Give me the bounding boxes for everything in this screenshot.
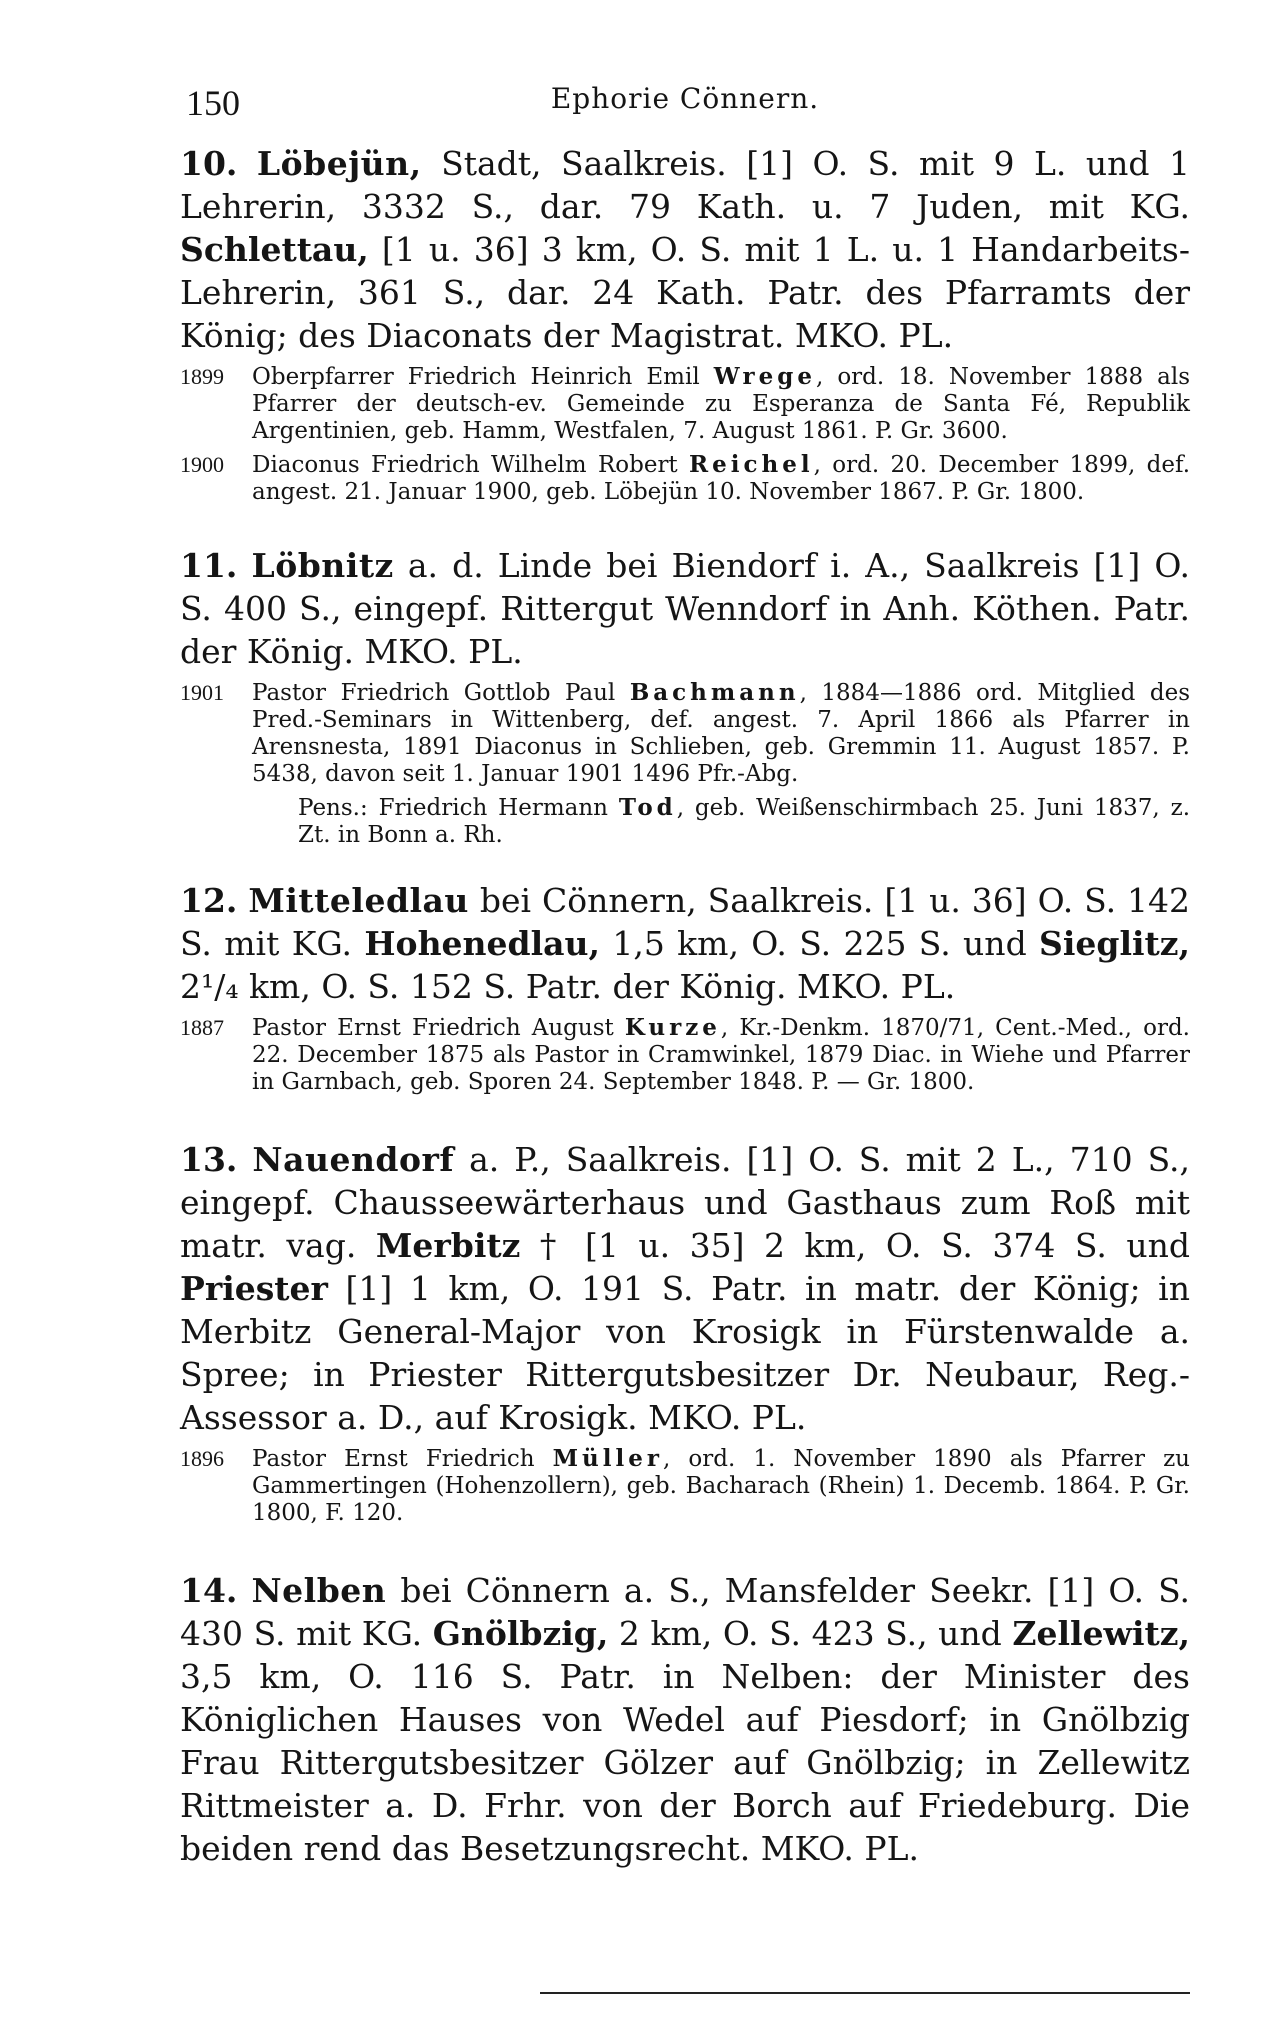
- entry-text: Stadt, Saalkreis. [1] O. S. mit 9 L. und 1 Lehrerin, 3332 S., dar. 79 Kath. u. 7 Juden, mit KG.: [180, 144, 1190, 226]
- clergy-text: , Kr.-Denkm. 1870/71, Cent.-Med., ord. 22. December 1875 als Pastor in Cramwinkel, 1879 Diac. in Wiehe und Pfarrer in Garnbach, geb. Sporen 24. September 1848. P. — Gr. 1800.: [252, 1015, 1190, 1095]
- entry-place: Nelben: [251, 1571, 387, 1610]
- pension-note: [180, 794, 1190, 849]
- entry-text: a. P., Saalkreis. [1] O. S. mit 2 L., 710 S., eingepf. Chausseewärterhaus und Gasthaus zum Roß mit matr. vag.: [180, 1140, 1190, 1265]
- clergy-record: [180, 363, 1190, 445]
- pension-text: Pens.: Friedrich Hermann: [298, 795, 619, 821]
- entry-text: [1] 1 km, O. 191 S. Patr. in matr. der König; in Merbitz General-Major von Krosigk in Fürstenwalde a. Spree; in Priester Rittergutsbesitzer Dr. Neubaur, Reg.-Assessor a. D., auf Krosigk. MKO. PL.: [180, 1269, 1190, 1437]
- clergy-text: , ord. 20. December 1899, def. angest. 21. Januar 1900, geb. Löbejün 10. November 1867. P. Gr. 1800.: [252, 452, 1191, 505]
- entry-description: [180, 142, 1190, 357]
- entry-subplace: Gnölbzig,: [432, 1614, 609, 1653]
- clergy-text: , 1884—1886 ord. Mitglied des Pred.-Seminars in Wittenberg, def. angest. 7. April 1866 als Pfarrer in Arensnesta, 1891 Diaconus in Schlieben, geb. Gremmin 11. August 1857. P. 5438, davon seit 1. Januar 1901 1496 Pfr.-Abg.: [252, 680, 1190, 787]
- spacer: [180, 506, 1190, 536]
- pension-name: Tod: [618, 794, 677, 821]
- parish-entry-14: [180, 1569, 1190, 1870]
- clergy-name: Reichel: [689, 451, 814, 478]
- entry-number: 10.: [180, 144, 238, 183]
- bottom-rule: [540, 1992, 1190, 1994]
- entry-subplace: Zellewitz,: [1012, 1614, 1190, 1653]
- clergy-text: Pastor Ernst Friedrich August: [252, 1015, 625, 1041]
- entry-text: 3,5 km, O. 116 S. Patr. in Nelben: der Minister des Königlichen Hauses von Wedel auf Piesdorf; in Gnölbzig Frau Rittergutsbesitzer Gölzer auf Gnölbzig; in Zellewitz Rittmeister a. D. Frhr. von der Borch auf Friedeburg. Die beiden rend das Besetzungsrecht. MKO. PL.: [180, 1657, 1190, 1868]
- entry-text: † [1 u. 35] 2 km, O. S. 374 S. und: [520, 1226, 1190, 1265]
- entry-subplace: Priester: [180, 1269, 328, 1308]
- page-header: [180, 72, 1190, 132]
- clergy-year: 1901: [180, 680, 224, 705]
- entry-number: 11.: [180, 546, 238, 585]
- entry-place: Löbnitz: [251, 546, 394, 585]
- parish-entry-11: [180, 544, 1190, 849]
- spacer: [180, 1527, 1190, 1561]
- entry-text: 2¹/₄ km, O. S. 152 S. Patr. der König. MKO. PL.: [180, 967, 956, 1006]
- clergy-record: [180, 1014, 1190, 1096]
- entry-place: Mitteledlau: [248, 881, 469, 920]
- parish-entry-12: [180, 879, 1190, 1096]
- entry-text: bei Cönnern, Saalkreis. [1 u. 36] O. S. 142 S. mit KG.: [180, 881, 1190, 963]
- entry-place: Nauendorf: [252, 1140, 455, 1179]
- entry-place: Löbejün,: [256, 144, 422, 183]
- spacer: [180, 849, 1190, 871]
- clergy-year: 1887: [180, 1015, 224, 1040]
- entry-text: bei Cönnern a. S., Mansfelder Seekr. [1] O. S. 430 S. mit KG.: [180, 1571, 1190, 1653]
- entry-description: [180, 879, 1190, 1008]
- entry-text: a. d. Linde bei Biendorf i. A., Saalkreis [1] O. S. 400 S., eingepf. Rittergut Wenndorf in Anh. Köthen. Patr. der König. MKO. PL.: [180, 546, 1190, 671]
- clergy-text: , ord. 1. November 1890 als Pfarrer zu Gammertingen (Hohenzollern), geb. Bacharach (Rhein) 1. Decemb. 1864. P. Gr. 1800, F. 120.: [252, 1446, 1190, 1526]
- clergy-text: , ord. 18. November 1888 als Pfarrer der deutsch-ev. Gemeinde zu Esperanza de Santa Fé, Republik Argentinien, geb. Hamm, Westfalen, 7. August 1861. P. Gr. 3600.: [252, 364, 1190, 444]
- clergy-record: [180, 451, 1190, 506]
- clergy-year: 1900: [180, 452, 224, 477]
- entry-description: [180, 544, 1190, 673]
- clergy-name: Wrege: [713, 363, 816, 390]
- clergy-text: Oberpfarrer Friedrich Heinrich Emil: [252, 364, 714, 390]
- page-number: 150: [186, 83, 240, 123]
- entry-number: 12.: [180, 881, 238, 920]
- entry-description: [180, 1138, 1190, 1439]
- clergy-text: Diaconus Friedrich Wilhelm Robert: [252, 452, 690, 478]
- clergy-year: 1899: [180, 364, 224, 389]
- entry-text: 1,5 km, O. S. 225 S. und: [600, 924, 1040, 963]
- entry-text: 2 km, O. S. 423 S., und: [608, 1614, 1013, 1653]
- entry-subplace: Hohenedlau,: [364, 924, 601, 963]
- clergy-record: [180, 1445, 1190, 1527]
- clergy-record: [180, 679, 1190, 788]
- spacer: [180, 1096, 1190, 1130]
- parish-entry-10: [180, 142, 1190, 506]
- parish-entry-13: [180, 1138, 1190, 1527]
- clergy-text: Pastor Friedrich Gottlob Paul: [252, 680, 630, 706]
- clergy-name: Müller: [552, 1445, 664, 1472]
- entry-subplace: Sieglitz,: [1039, 924, 1191, 963]
- pension-text: , geb. Weißenschirmbach 25. Juni 1837, z. Zt. in Bonn a. Rh.: [298, 795, 1190, 848]
- entry-text: [1 u. 36] 3 km, O. S. mit 1 L. u. 1 Handarbeits-Lehrerin, 361 S., dar. 24 Kath. Patr. des Pfarramts der König; des Diaconats der Magistrat. MKO. PL.: [180, 230, 1190, 355]
- entry-subplace: Merbitz: [375, 1226, 521, 1265]
- clergy-name: Kurze: [624, 1014, 721, 1041]
- running-head: Ephorie Cönnern.: [550, 82, 820, 115]
- entry-subplace: Schlettau,: [180, 230, 369, 269]
- clergy-name: Bachmann: [629, 679, 800, 706]
- clergy-text: Pastor Ernst Friedrich: [252, 1446, 553, 1472]
- entry-number: 14.: [180, 1571, 238, 1610]
- entry-number: 13.: [180, 1140, 238, 1179]
- entry-description: [180, 1569, 1190, 1870]
- clergy-year: 1896: [180, 1446, 224, 1471]
- document-page: [180, 72, 1190, 1870]
